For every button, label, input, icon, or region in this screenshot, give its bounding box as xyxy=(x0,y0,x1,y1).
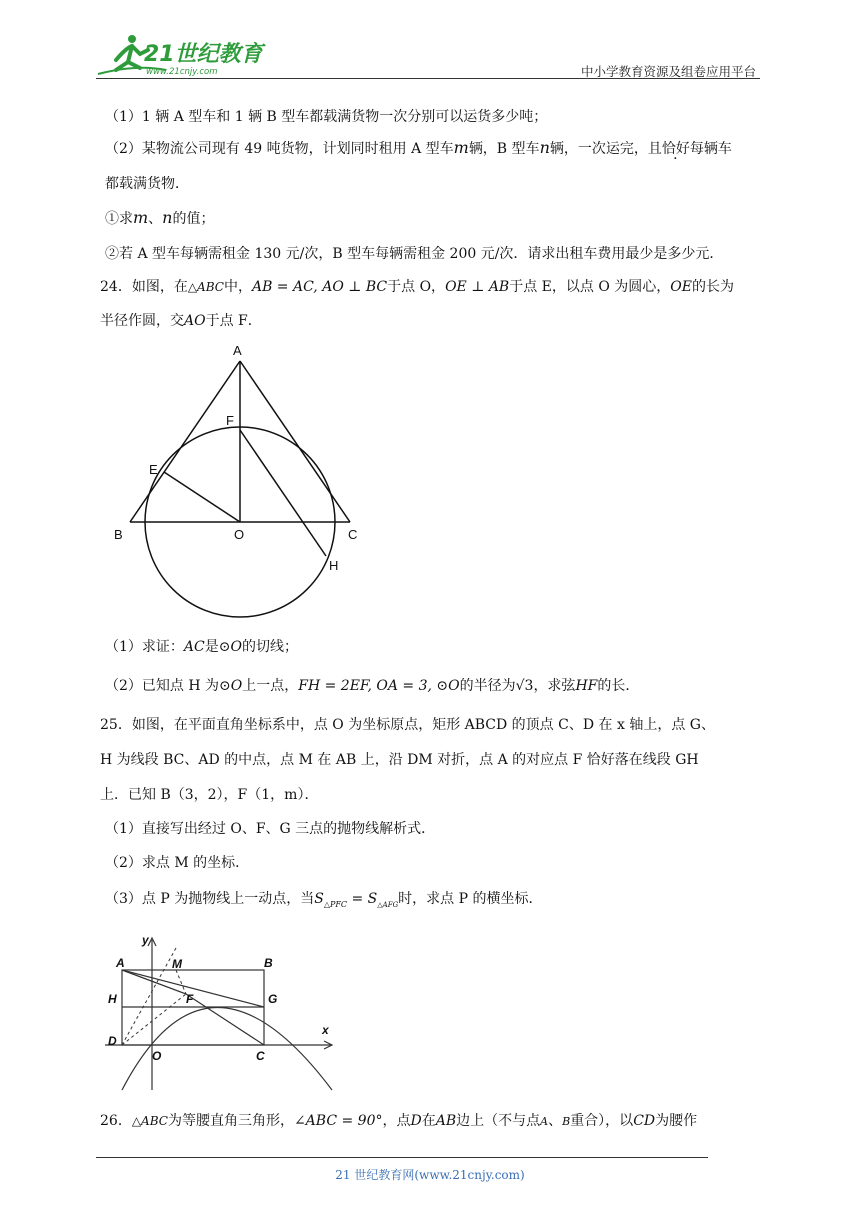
label-f: F xyxy=(186,992,194,1006)
label-b: B xyxy=(264,956,273,970)
segment-fc xyxy=(186,994,264,1045)
label-m: M xyxy=(172,957,182,971)
label-x: x xyxy=(322,1023,329,1037)
q25-stem-line3: 上．已知 B（3，2），F（1，m）． xyxy=(100,787,319,803)
fold-line-dm xyxy=(122,948,176,1045)
var-m: m xyxy=(453,138,469,157)
q24-sub2: （2）已知点 H 为⊙O上一点，FH = 2EF, OA = 3, ⊙O的半径为√3，求弦HF的长． xyxy=(105,678,640,694)
q25-sub2: （2）求点 M 的坐标． xyxy=(105,855,250,871)
label-d: D xyxy=(108,1034,117,1048)
q25-stem-line2: H 为线段 BC、AD 的中点，点 M 在 AB 上，沿 DM 对折，点 A 的对应点 F 恰好落在线段 GH xyxy=(100,752,699,768)
q23-part1: （1）1 辆 A 型车和 1 辆 B 型车都载满货物一次分别可以运货多少吨； xyxy=(105,109,548,125)
segment-fh xyxy=(240,430,326,556)
header-divider xyxy=(96,78,760,79)
label-f: F xyxy=(226,413,234,428)
segment-ab xyxy=(130,361,240,522)
q24-stem-line2: 半径作圆，交AO于点 F． xyxy=(100,313,262,329)
var-n: n xyxy=(539,138,550,157)
label-c: C xyxy=(256,1049,265,1063)
q23-sub2: ②若 A 型车每辆需租金 130 元/次，B 型车每辆需租金 200 元/次．请求出租车费用最少是多少元． xyxy=(105,246,724,262)
footer-text[interactable]: 21 世纪教育网(www.21cnjy.com) xyxy=(335,1168,525,1182)
logo-main-text: 21世纪教育 xyxy=(144,42,263,67)
label-a: A xyxy=(233,343,242,358)
label-c: C xyxy=(348,527,358,542)
q24-figure xyxy=(100,335,380,625)
emphasis-text: 恰好 xyxy=(661,141,690,157)
q23-part2-cont: 都载满货物． xyxy=(105,176,189,192)
segment-eo xyxy=(164,472,240,522)
label-y: y xyxy=(142,933,149,947)
q25-figure xyxy=(100,930,340,1095)
segment-ac xyxy=(240,361,350,522)
label-g: G xyxy=(268,992,278,1006)
label-a: A xyxy=(116,956,125,970)
q25-sub1: （1）直接写出经过 O、F、G 三点的抛物线解析式． xyxy=(105,821,436,837)
q24-sub1: （1）求证：AC是⊙O的切线； xyxy=(105,639,298,655)
header-platform-text: 中小学教育资源及组卷应用平台 xyxy=(580,64,756,79)
logo xyxy=(96,30,266,78)
q26-stem: 26．△ABC为等腰直角三角形，∠ABC = 90°，点D在AB边上（不与点A、B重合），以CD为腰作 xyxy=(100,1113,698,1129)
segment-df xyxy=(122,994,186,1045)
label-h: H xyxy=(108,992,117,1006)
label-e: E xyxy=(149,462,158,477)
q25-stem-line1: 25．如图，在平面直角坐标系中，点 O 为坐标原点，矩形 ABCD 的顶点 C、D 在 x 轴上，点 G、 xyxy=(100,717,715,733)
label-b: B xyxy=(114,527,123,542)
q24-stem-line1: 24．如图，在△ABC中，AB = AC, AO ⊥ BC于点 O，OE ⊥ AB于点 E，以点 O 为圆心，OE的长为 xyxy=(100,279,734,295)
q23-part2: （2）某物流公司现有 49 吨货物，计划同时租用 A 型车m辆，B 型车n辆，一次运完，且恰好每辆车 xyxy=(105,138,732,157)
label-h: H xyxy=(329,558,339,573)
footer-divider xyxy=(96,1157,708,1158)
label-o: O xyxy=(152,1049,162,1063)
q23-sub1: ①求m、n的值； xyxy=(105,208,215,227)
label-o: O xyxy=(234,527,245,542)
logo-sub-text: www.21cnjy.com xyxy=(146,67,218,77)
page-header xyxy=(96,30,760,80)
q25-sub3: （3）点 P 为抛物线上一动点，当$S_{\triangle PFC} = S_{\triangle AFG}$时，求点 P 的横坐标． xyxy=(105,891,543,909)
